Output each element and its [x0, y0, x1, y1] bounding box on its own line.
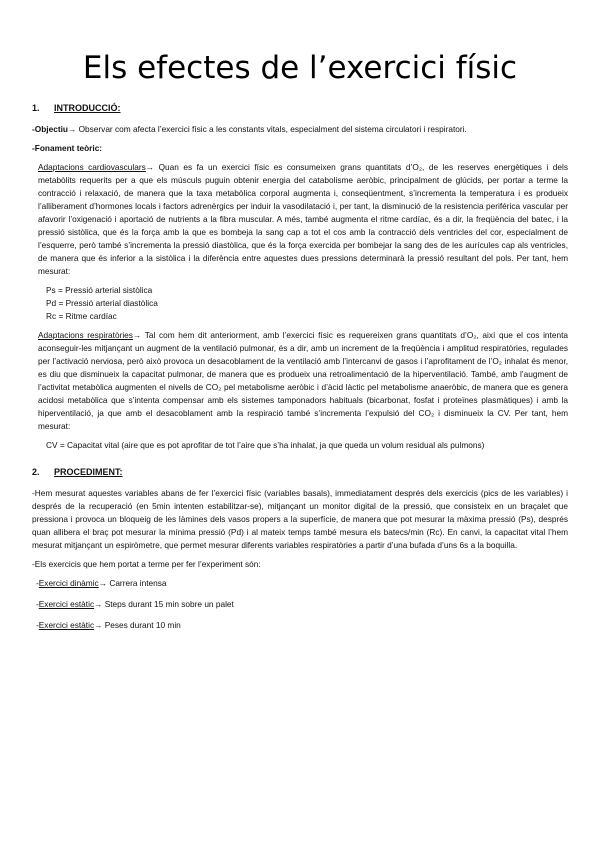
exercise-item: -Exercici estàtic→ Peses durant 10 min	[36, 620, 181, 630]
variable-item: Ps = Pressió arterial sistòlica	[46, 285, 153, 295]
section-heading-procedure	[32, 466, 568, 479]
objective-paragraph	[32, 123, 568, 136]
exercise-label: Exercici estàtic	[38, 620, 95, 630]
cardio-text: → Quan es fa un exercici físic es consumeixen grans quantitats d’O₂, de les reserves energètiques i dels metabòlits requerits per a que els músculs puguin obtenir energia del catabolisme aeròbic, principalment de glúcids, per portar a terme la contracció i relaxació, de manera que la taxa metabòlica corporal augmenta i, conseqüentment, s’incrementa la temperatura i es produeix l’alliberament d’hormones locals i factors adrenèrgics per induir la vasodilatació i, per tant, la disminució de la resistencia periférica vascular per afavorir l’oxigenació i aportació de nutrients a la fibra muscular. A més, també augmenta el ritme cardíac, és a dir, la freqüència del batec, i la pressió sistòlica, que és la força amb la que es bombeja la sang cap a tot el cos amb la contracció dels ventricles del cor, especialment de l’esquerre, però també s’incrementa la pressió diastòlica, que és la força exercida per bombejar la sang des de les aurícules cap als ventricles, de manera que és inferior a la sistòlica i la diferència entre aquestes dues pressions determinarà la pressió resultant del pols. Per tant, hem mesurat:	[38, 162, 568, 276]
section-title: PROCEDIMENT:	[54, 467, 123, 477]
procedure-paragraph: -Hem mesurat aquestes variables abans de fer l’exercici físic (variables basals), immediatament després dels exercicis (pics de les variables) i després de la recuperació (en 5min intenten estabilitzar-se), mitjançant un monitor digital de la pressió, que consisteix en un braçalet que pressiona i provoca un bloqueig de les làmines dels vasos propers a la superfície, de manera que pot mesurar la màxima pressió (Ps), després quan allibera el braç pot mesurar la mínima pressió (Pd) i al mateix temps també mesura els batecs/min (Rc). En canvi, la capacitat vital l’hem mesurat mitjançant un espiròmetre, que permet mesurar diferents variables respiratòries a partir d’una bufada d’uns 6s a la boquilla.	[32, 488, 568, 550]
objective-text: → Observar com afecta l’exercici físic a les constants vitals, especialment del sistema circulatori i respiratori.	[67, 124, 467, 134]
section-heading-introduction	[32, 102, 568, 115]
section-title: INTRODUCCIÓ:	[54, 103, 121, 113]
variable-item: CV = Capacitat vital (aire que es pot aprofitar de tot l’aire que s’ha inhalat, ja que queda un volum residual als pulmons)	[46, 440, 485, 450]
objective-label: -Objectiu	[32, 124, 68, 134]
exercise-text: → Carrera intensa	[98, 578, 167, 588]
resp-label: Adaptacions respiratòries	[38, 330, 133, 340]
section-number: 1.	[32, 103, 40, 113]
exercise-text: → Peses durant 10 min	[94, 620, 181, 630]
variable-item: Pd = Pressió arterial diastòlica	[46, 298, 158, 308]
variable-item: Rc = Ritme cardíac	[46, 311, 117, 321]
foundation-label: -Fonament teòric:	[32, 143, 103, 153]
resp-paragraph	[32, 329, 568, 433]
section-number: 2.	[32, 467, 40, 477]
exercise-label: Exercici dinàmic	[38, 578, 99, 588]
document-title: Els efectes de l’exercici físic	[82, 50, 518, 86]
exercises-intro: -Els exercicis que hem portat a terme per fer l’experiment són:	[32, 559, 261, 569]
exercise-item: -Exercici dinàmic→ Carrera intensa	[36, 578, 167, 588]
resp-text: → Tal com hem dit anteriorment, amb l’exercici físic es requereixen grans quantitats d’O₂, així que el cos intenta aconseguir-les mitjançant un augment de la ventilació pulmonar, és a dir, amb un increment de la freqüència i amplitud respiratòries, regulades per l’activació nerviosa, però això provoca un desacoblament de la ventilació amb l’intercanvi de gasos i l’aprofitament de l’O₂ inhalat és menor, es diu que disminueix la capacitat pulmonar, de manera que es produeix una retroalimentació de la hiperventilació. També, amb l’augment de l’activitat metabòlica augmenten el nivells de CO₂ pel metabolisme aeròbic i d’àcid làctic pel metabolisme anaeròbic, de manera que es genera acidosi metabòlica que s’intenta compensar amb els sistemes tamponadors habituals (bicarbonat, fosfat i proteïnes plasmàtiques) i amb la hiperventilació, ja que amb el desacoblament amb la respiració també s’incrementa l’expulsió del CO₂ i disminueix la CV. Per tant, hem mesurat:	[38, 330, 568, 431]
exercise-label: Exercici estàtic	[38, 599, 95, 609]
exercise-text: → Steps durant 15 min sobre un palet	[94, 599, 234, 609]
exercise-item: -Exercici estàtic→ Steps durant 15 min sobre un palet	[36, 599, 234, 609]
cardio-paragraph	[32, 161, 568, 278]
cardio-label: Adaptacions cardiovasculars	[38, 162, 146, 172]
